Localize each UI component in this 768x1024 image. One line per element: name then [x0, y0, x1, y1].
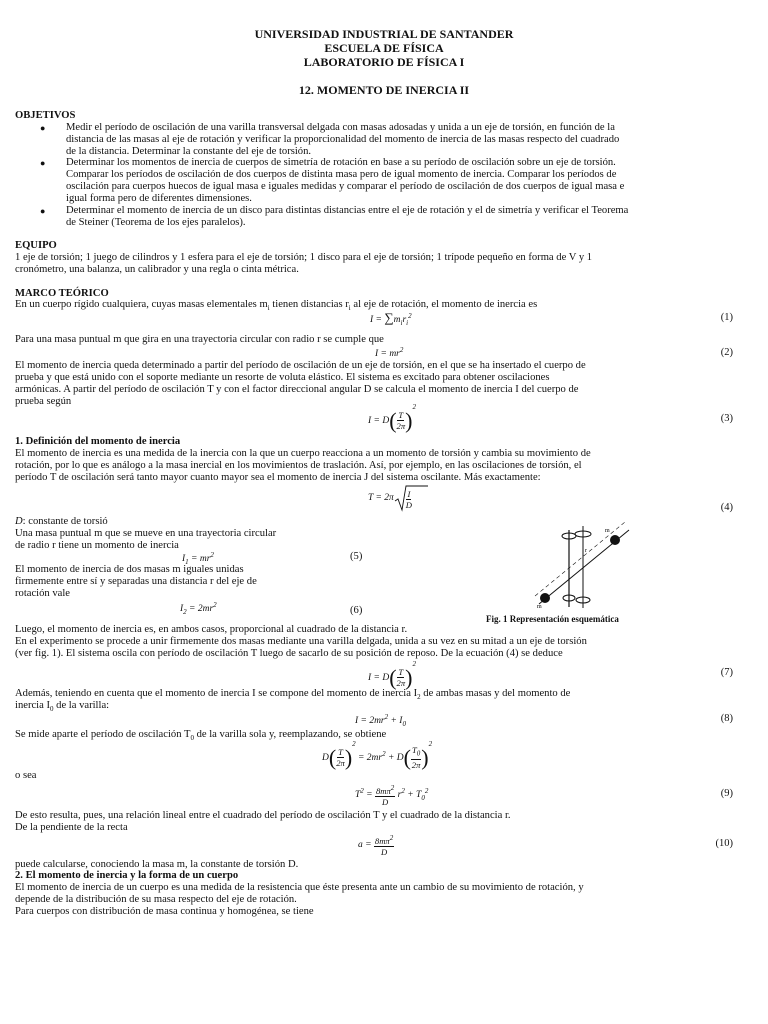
equipo-line-1: 1 eje de torsión; 1 juego de cilindros y 1 esfera para el eje de torsión; 1 disco para el eje de torsión; 1 trípode pequeño en forma de V y 1 — [15, 252, 593, 263]
section-2-line-3: Para cuerpos con distribución de masa continua y homogénea, se tiene — [15, 906, 314, 917]
paragraph-4: Luego, el momento de inercia es, en ambos casos, proporcional al cuadrado de la distancia r. — [15, 624, 408, 635]
equation-7: I = D( $\frac{T}{2\pi}$ )$^2$ — [368, 660, 416, 690]
paragraph-9: De la pendiente de la recta — [15, 822, 128, 833]
objetivo-1-line-2: distancia de las masas al eje de rotación y verificar la proporcionalidad del momento de inercia de las masas respecto del cuadrado — [66, 134, 620, 145]
paragraph-7: Se mide aparte el período de oscilación $T_0$ de la varilla sola y, reemplazando, se obtiene — [15, 729, 387, 743]
equation-1: $I = \sum m_ir_i^2$ — [370, 310, 412, 327]
equation-10: a = $\frac{8m\pi^2}{D}$ — [358, 834, 394, 857]
equation-number: (2) — [720, 347, 733, 358]
objetivo-2-line-3: oscilación para cuerpos huecos de igual masa e iguales medidas y comparar el período de oscilación de dos cuerpos de igual masa e — [66, 181, 625, 192]
col-paragraph-2-line-3: rotación vale — [15, 588, 71, 599]
mass-top — [610, 535, 620, 545]
objetivo-1-line-1: Medir el período de oscilación de una varilla transversal delgada con masas adosadas y unida a un eje de torsión, en función de la — [66, 122, 615, 133]
o-sea-text: o sea — [15, 770, 37, 781]
lab-name: LABORATORIO DE FÍSICA I — [303, 55, 465, 69]
equipo-line-2: cronómetro, una balanza, un calibrador y una regla o cinta métrica. — [15, 264, 299, 275]
col-paragraph-2-line-1: El momento de inercia de dos masas m iguales unidas — [15, 564, 244, 575]
equation-number: (3) — [720, 413, 733, 424]
paragraph-6-line-1: Además, teniendo en cuenta que el momento de inercia I se compone del momento de inercia $I_2$ de ambas masas y del momento de — [15, 688, 571, 702]
paragraph-5-line-1: En el experimento se procede a unir firmemente dos masas mediante una varilla delgada, unida a su vez en su mitad a un eje de torsión — [15, 636, 587, 647]
paragraph-10: puede calcularse, conociendo la masa m, la constante de torsión D. — [15, 859, 299, 870]
torsion-diagram — [525, 522, 645, 612]
objetivo-2-line-4: igual forma pero de diferentes dimensiones. — [66, 193, 252, 204]
d-constant-label: D: constante de torsió — [15, 516, 108, 527]
svg-text:m: m — [537, 604, 542, 610]
equation-5: $I_1 = mr^2$ — [182, 551, 214, 567]
bullet-icon: ● — [40, 158, 46, 168]
objetivo-2-line-2: Comparar los períodos de oscilación de dos cuerpos de distinta masa pero de igual momento de inercia. Comparar los períodos de — [66, 169, 617, 180]
section-1-line-1: El momento de inercia es una medida de la inercia con la que un cuerpo reacciona a un momento de torsión y cambia su movimiento de — [15, 448, 591, 459]
equation-6: $I_2 = 2mr^2$ — [180, 601, 217, 617]
equation-2: $I = mr^2$ — [375, 346, 404, 360]
section-2-line-2: depende de la distribución de su masa respecto del eje de rotación. — [15, 894, 297, 905]
col-paragraph-1-line-2: de radio r tiene un momento de inercia — [15, 540, 179, 551]
equation-number: (6) — [350, 605, 363, 616]
equation-number: (9) — [720, 788, 733, 799]
equation-number: (4) — [720, 502, 733, 513]
marco-paragraph-2: Para una masa puntual m que gira en una trayectoria circular con radio r se cumple que — [15, 334, 384, 345]
equation-number: (1) — [720, 312, 733, 323]
section-1-line-2: rotación, por lo que es análogo a la masa inercial en los movimientos de traslación. Así, por ejemplo, en las oscilaciones de torsión, el — [15, 460, 582, 471]
objetivo-1-line-3: de la distancia. Determinar la constante del eje de torsión. — [66, 146, 312, 157]
col-paragraph-2-line-2: firmemente entre sí y separadas una distancia r del eje de — [15, 576, 257, 587]
equation-number: (7) — [720, 667, 733, 678]
equation-number: (10) — [715, 838, 733, 849]
bullet-icon: ● — [40, 123, 46, 133]
objetivo-3-line-1: Determinar el momento de inercia de un disco para distintas distancias entre el eje de rotación y el de simetría y verificar el Teorema — [66, 205, 629, 216]
equation-8: $I = 2mr^2 + I_0$ — [355, 713, 406, 729]
paragraph-6-line-2: inercia $I_0$ de la varilla: — [15, 700, 110, 714]
marco-paragraph-3-line-2: prueba y que está unido con el soporte mediante un resorte de voluta elástico. El sistema es excitado para obtener oscilaciones — [15, 372, 550, 383]
col-paragraph-1-line-1: Una masa puntual m que se mueve en una trayectoria circular — [15, 528, 277, 539]
marco-paragraph-3-line-3: armónicas. A partir del período de oscilación T y con el factor direccional angular D se calcula el momento de inercia I del cuerpo de — [15, 384, 579, 395]
equation-9: $T^2$ = $\frac{8m\pi^2}{D}$ $r^2 + T_0^2$ — [355, 784, 429, 807]
equipo-heading: EQUIPO — [15, 240, 57, 251]
section-2-heading: 2. El momento de inercia y la forma de un cuerpo — [15, 870, 239, 881]
figure-caption: Fig. 1 Representación esquemática — [486, 614, 619, 624]
page-title: 12. MOMENTO DE INERCIA II — [298, 83, 470, 97]
paragraph-8: De esto resulta, pues, una relación lineal entre el cuadrado del período de oscilación T y el cuadrado de la distancia r. — [15, 810, 511, 821]
objetivos-heading: OBJETIVOS — [15, 110, 76, 121]
svg-text:r: r — [585, 548, 587, 554]
marco-paragraph-3-line-1: El momento de inercia queda determinado a partir del período de oscilación de un eje de torsión, en el que se ha insertado el cuerpo de — [15, 360, 586, 371]
school-name: ESCUELA DE FÍSICA — [324, 41, 444, 55]
equation-derived: D( $\frac{T}{2\pi}$ )$^2 = 2mr^2 + D$( $\frac{T_0}{2\pi}$ )$^2$ — [322, 740, 433, 771]
objetivo-2-line-1: Determinar los momentos de inercia de cuerpos de simetría de rotación en base a su período de oscilación sobre un eje de torsión. — [66, 157, 616, 168]
paragraph-5-line-2: (ver fig. 1). El sistema oscila con período de oscilación T luego de sacarlo de su posición de reposo. De la ecuación (4) se deduce — [15, 648, 563, 659]
equation-number: (5) — [350, 551, 363, 562]
university-name: UNIVERSIDAD INDUSTRIAL DE SANTANDER — [254, 27, 514, 41]
section-2-line-1: El momento de inercia de un cuerpo es una medida de la resistencia que éste presenta ante un cambio de su movimiento de rotación, y — [15, 882, 584, 893]
equation-3: I = D( $\frac{T}{2\pi}$ )$^2$ — [368, 403, 416, 433]
marco-paragraph-3-line-4: prueba según — [15, 396, 72, 407]
mass-bottom — [540, 593, 550, 603]
marco-heading: MARCO TEÓRICO — [15, 288, 109, 299]
svg-text:m: m — [605, 528, 610, 534]
section-1-line-3: período T de oscilación será tanto mayor cuanto mayor sea el momento de inercia J del sistema oscilante. Más exactamente: — [15, 472, 541, 483]
marco-paragraph-1: En un cuerpo rígido cualquiera, cuyas masas elementales $m_i$ tienen distancias $r_i$ al eje de rotación, el momento de inercia es — [15, 299, 538, 313]
objetivo-3-line-2: de Steiner (Teorema de los ejes paralelos). — [66, 217, 246, 228]
equation-number: (8) — [720, 713, 733, 724]
section-1-heading: 1. Definición del momento de inercia — [15, 436, 181, 447]
bullet-icon: ● — [40, 206, 46, 216]
equation-4: T = 2π $\frac{I}{D}$ — [368, 484, 434, 512]
